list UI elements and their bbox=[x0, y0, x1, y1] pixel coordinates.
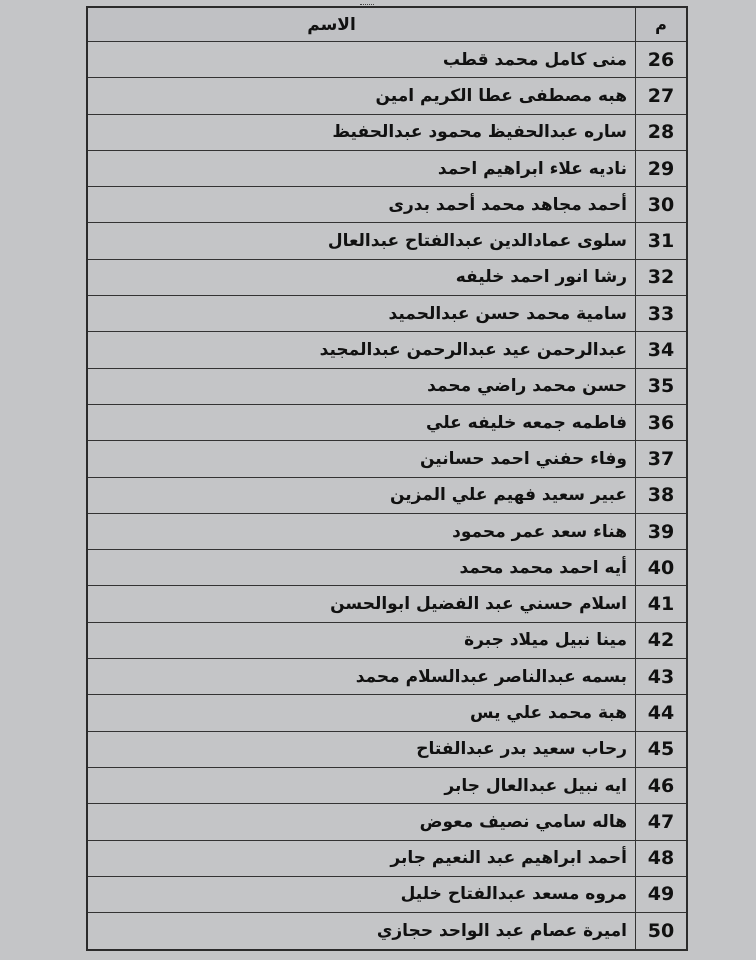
row-name-cell: منى كامل محمد قطب bbox=[442, 49, 627, 70]
row-number-cell: 32 bbox=[635, 260, 686, 295]
row-number-cell: 26 bbox=[635, 42, 686, 77]
row-number-cell: 36 bbox=[635, 405, 686, 440]
row-number-cell: 29 bbox=[635, 151, 686, 186]
table-row bbox=[88, 804, 686, 840]
names-table bbox=[86, 6, 688, 951]
table-row bbox=[88, 550, 686, 586]
row-number-cell: 33 bbox=[635, 296, 686, 331]
row-name-cell: ساره عبدالحفيظ محمود عبدالحفيظ bbox=[332, 122, 627, 143]
page-top-mark bbox=[360, 0, 374, 5]
row-name-cell: عبير سعيد فهيم علي المزين bbox=[389, 485, 627, 506]
table-row bbox=[88, 332, 686, 368]
row-number-cell: 45 bbox=[635, 732, 686, 767]
row-name-cell: ايه نبيل عبدالعال جابر bbox=[444, 775, 627, 796]
row-name-cell: هبة محمد علي يس bbox=[470, 702, 627, 723]
table-row bbox=[88, 514, 686, 550]
row-name-cell: سامية محمد حسن عبدالحميد bbox=[388, 303, 627, 324]
row-number-cell: 35 bbox=[635, 369, 686, 404]
row-name-cell: وفاء حفني احمد حسانين bbox=[419, 448, 627, 469]
row-number-cell: 34 bbox=[635, 332, 686, 367]
row-number-cell: 39 bbox=[635, 514, 686, 549]
row-number-cell: 47 bbox=[635, 804, 686, 839]
row-number-cell: 31 bbox=[635, 223, 686, 258]
row-name-cell: رحاب سعيد بدر عبدالفتاح bbox=[416, 739, 627, 760]
table-row bbox=[88, 732, 686, 768]
row-number-cell: 28 bbox=[635, 115, 686, 150]
table-row bbox=[88, 42, 686, 78]
table-row bbox=[88, 768, 686, 804]
table-row bbox=[88, 405, 686, 441]
header-number-cell: م bbox=[635, 8, 686, 41]
row-number-cell: 41 bbox=[635, 586, 686, 621]
table-row bbox=[88, 841, 686, 877]
row-number-cell: 42 bbox=[635, 623, 686, 658]
row-name-cell: هاله سامي نصيف معوض bbox=[419, 811, 627, 832]
row-number-cell: 48 bbox=[635, 841, 686, 876]
row-name-cell: هبه مصطفى عطا الكريم امين bbox=[375, 85, 627, 106]
row-number-cell: 43 bbox=[635, 659, 686, 694]
table-row bbox=[88, 586, 686, 622]
row-name-cell: فاطمه جمعه خليفه علي bbox=[426, 412, 627, 433]
row-name-cell: أحمد مجاهد محمد أحمد بدرى bbox=[388, 194, 627, 215]
row-name-cell: أحمد ابراهيم عبد النعيم جابر bbox=[390, 848, 627, 869]
table-row bbox=[88, 369, 686, 405]
row-name-cell: بسمه عبدالناصر عبدالسلام محمد bbox=[355, 666, 627, 687]
table-row bbox=[88, 223, 686, 259]
table-row bbox=[88, 78, 686, 114]
row-name-cell: حسن محمد راضي محمد bbox=[427, 376, 627, 397]
row-name-cell: اسلام حسني عبد الفضيل ابوالحسن bbox=[330, 594, 627, 615]
row-name-cell: مروه مسعد عبدالفتاح خليل bbox=[400, 884, 627, 905]
row-number-cell: 50 bbox=[635, 913, 686, 949]
table-row bbox=[88, 260, 686, 296]
header-name-cell: الاسم bbox=[307, 14, 356, 35]
table-row bbox=[88, 478, 686, 514]
table-row bbox=[88, 115, 686, 151]
table-row bbox=[88, 187, 686, 223]
row-number-cell: 44 bbox=[635, 695, 686, 730]
row-number-cell: 37 bbox=[635, 441, 686, 476]
table-row bbox=[88, 659, 686, 695]
row-number-cell: 46 bbox=[635, 768, 686, 803]
row-name-cell: عبدالرحمن عيد عبدالرحمن عبدالمجيد bbox=[319, 340, 627, 361]
table-row bbox=[88, 623, 686, 659]
row-name-cell: مينا نبيل ميلاد جبرة bbox=[464, 630, 627, 651]
table-row bbox=[88, 695, 686, 731]
row-name-cell: هناء سعد عمر محمود bbox=[452, 521, 627, 542]
table-row bbox=[88, 441, 686, 477]
row-number-cell: 30 bbox=[635, 187, 686, 222]
row-number-cell: 27 bbox=[635, 78, 686, 113]
table-row bbox=[88, 296, 686, 332]
row-number-cell: 49 bbox=[635, 877, 686, 912]
table-row bbox=[88, 913, 686, 949]
row-number-cell: 40 bbox=[635, 550, 686, 585]
row-name-cell: رشا انور احمد خليفه bbox=[455, 267, 627, 288]
row-name-cell: أيه احمد محمد محمد bbox=[459, 557, 627, 578]
table-row bbox=[88, 151, 686, 187]
row-name-cell: سلوى عمادالدين عبدالفتاح عبدالعال bbox=[327, 231, 627, 252]
row-name-cell: اميرة عصام عبد الواحد حجازي bbox=[376, 921, 627, 942]
table-header-row bbox=[88, 8, 686, 42]
row-name-cell: ناديه علاء ابراهيم احمد bbox=[437, 158, 627, 179]
row-number-cell: 38 bbox=[635, 478, 686, 513]
table-row bbox=[88, 877, 686, 913]
